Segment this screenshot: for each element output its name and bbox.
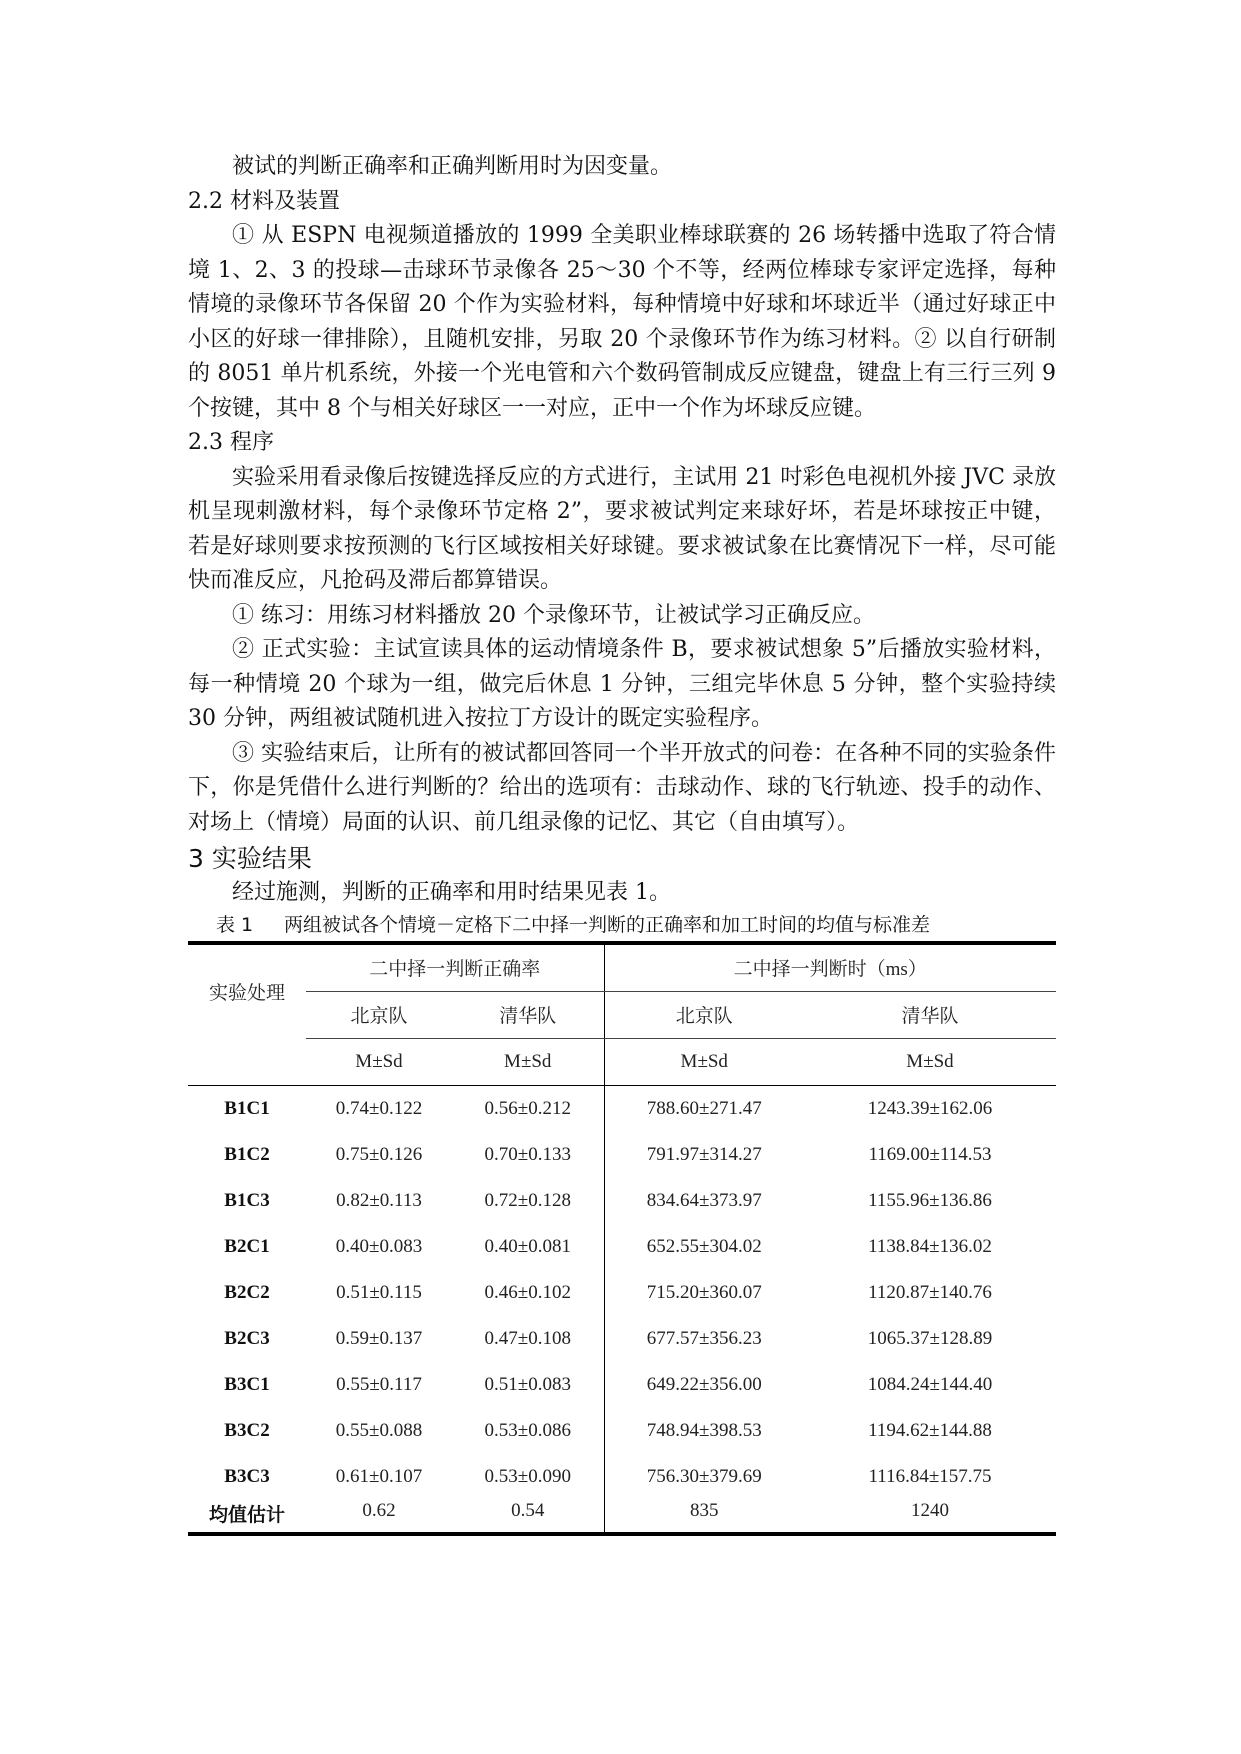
row-label: B1C2 bbox=[224, 1143, 270, 1165]
table-cell: 0.55±0.088 bbox=[335, 1419, 423, 1441]
table-cell: 677.57±356.23 bbox=[604, 1316, 804, 1362]
row-label: B2C1 bbox=[224, 1235, 270, 1257]
table-cell: 0.56±0.212 bbox=[484, 1097, 571, 1119]
table-row bbox=[188, 1316, 1056, 1362]
mean-row bbox=[188, 1500, 1056, 1534]
table-cell: 748.94±398.53 bbox=[604, 1408, 804, 1454]
time-group-header: 二中择一判断时（ms） bbox=[604, 943, 1056, 992]
results-table bbox=[188, 941, 1056, 1536]
table-cell: 0.53±0.086 bbox=[484, 1419, 571, 1441]
table-cell: 652.55±304.02 bbox=[604, 1224, 804, 1270]
stat-header: M±Sd bbox=[604, 1038, 804, 1085]
mean-cell: 0.54 bbox=[452, 1500, 604, 1534]
section-2-2-heading: 2.2 材料及装置 bbox=[188, 188, 340, 214]
row-label: B3C3 bbox=[224, 1465, 270, 1487]
table-caption bbox=[188, 911, 1056, 939]
table-cell: 715.20±360.07 bbox=[604, 1270, 804, 1316]
table-cell: 0.72±0.128 bbox=[484, 1189, 571, 1211]
table-cell: 1120.87±140.76 bbox=[868, 1281, 992, 1303]
table-cell: 1169.00±114.53 bbox=[868, 1143, 992, 1165]
row-header-cell: 实验处理 bbox=[188, 943, 306, 1039]
procedure-step-2: ② 正式实验：主试宣读具体的运动情境条件 B，要求被试想象 5”后播放实验材料，每一种情境 20 个球为一组，做完后休息 1 分钟，三组完毕休息 5 分钟，整个实验持续 30 分钟，两组被试随机进入按拉丁方设计的既定实验程序。 bbox=[188, 637, 1056, 731]
procedure-step-1: ① 练习：用练习材料播放 20 个录像环节，让被试学习正确反应。 bbox=[232, 602, 875, 628]
section-2-3-heading: 2.3 程序 bbox=[188, 430, 274, 455]
mean-cell: 1240 bbox=[804, 1500, 1056, 1534]
section-3-body: 经过施测，判断的正确率和用时结果见表 1。 bbox=[232, 880, 671, 905]
table-cell: 0.53±0.090 bbox=[484, 1465, 571, 1487]
accuracy-beijing-header: 北京队 bbox=[306, 991, 452, 1038]
table-cell: 1243.39±162.06 bbox=[867, 1097, 993, 1119]
row-label: B1C3 bbox=[224, 1189, 270, 1211]
document-page bbox=[188, 150, 1056, 1536]
table-cell: 0.51±0.115 bbox=[336, 1281, 422, 1303]
table-row bbox=[188, 1362, 1056, 1408]
table-row bbox=[188, 1270, 1056, 1316]
row-label: B2C3 bbox=[224, 1327, 270, 1349]
intro-paragraph: 被试的判断正确率和正确判断用时为因变量。 bbox=[232, 154, 673, 179]
procedure-step-3: ③ 实验结束后，让所有的被试都回答同一个半开放式的问卷：在各种不同的实验条件下，你是凭借什么进行判断的？给出的选项有：击球动作、球的飞行轨迹、投手的动作、对场上（情境）局面的认识、前几组录像的记忆、其它（自由填写）。 bbox=[188, 740, 1056, 835]
table-cell: 0.70±0.133 bbox=[484, 1143, 571, 1165]
row-label: B2C2 bbox=[224, 1281, 270, 1303]
table-cell: 756.30±379.69 bbox=[604, 1454, 804, 1500]
table-row bbox=[188, 1178, 1056, 1224]
table-cell: 791.97±314.27 bbox=[604, 1132, 804, 1178]
section-2-3-body: 实验采用看录像后按键选择反应的方式进行，主试用 21 吋彩色电视机外接 JVC 录放机呈现刺激材料，每个录像环节定格 2”，要求被试判定来球好坏，若是坏球按正中键，若是好球则要求按预测的飞行区域按相关好球键。要求被试象在比赛情况下一样，尽可能快而准反应，凡抢码及滞后都算错误。 bbox=[188, 464, 1056, 593]
stat-header: M±Sd bbox=[306, 1038, 452, 1085]
blank-header-cell bbox=[188, 1038, 306, 1085]
section-3-heading: 3 实验结果 bbox=[188, 844, 312, 873]
accuracy-group-header: 二中择一判断正确率 bbox=[306, 943, 604, 992]
time-beijing-header: 北京队 bbox=[604, 991, 804, 1038]
table-cell: 1116.84±157.75 bbox=[868, 1465, 992, 1487]
table-cell: 0.55±0.117 bbox=[336, 1373, 422, 1395]
mean-row-label: 均值估计 bbox=[188, 1500, 306, 1534]
table-cell: 788.60±271.47 bbox=[604, 1085, 804, 1132]
table-cell: 0.46±0.102 bbox=[484, 1281, 571, 1303]
table-row bbox=[188, 1085, 1056, 1132]
table-cell: 0.51±0.083 bbox=[484, 1373, 571, 1395]
table-cell: 0.74±0.122 bbox=[335, 1097, 423, 1119]
row-label: B3C1 bbox=[224, 1373, 270, 1395]
table-row bbox=[188, 1454, 1056, 1500]
table-cell: 0.75±0.126 bbox=[335, 1143, 423, 1165]
section-2-2-body: ① 从 ESPN 电视频道播放的 1999 全美职业棒球联赛的 26 场转播中选取了符合情境 1、2、3 的投球—击球环节录像各 25～30 个不等，经两位棒球专家评定选择，每种情境的录像环节各保留 20 个作为实验材料，每种情境中好球和坏球近半（通过好球正中小区的好球一律排除），且随机安排，另取 20 个录像环节作为练习材料。② 以自行研制的 8051 单片机系统，外接一个光电管和六个数码管制成反应键盘，键盘上有三行三列 9 个按键，其中 8 个与相关好球区一一对应，正中一个作为坏球反应键。 bbox=[188, 223, 1056, 421]
table-cell: 834.64±373.97 bbox=[604, 1178, 804, 1224]
mean-cell: 0.62 bbox=[306, 1500, 452, 1534]
table-cell: 0.82±0.113 bbox=[336, 1189, 422, 1211]
table-cell: 0.47±0.108 bbox=[484, 1327, 571, 1349]
table-cell: 0.40±0.081 bbox=[484, 1235, 571, 1257]
table-caption-number: 表 1 bbox=[216, 913, 254, 936]
table-cell: 0.40±0.083 bbox=[335, 1235, 423, 1257]
table-row bbox=[188, 1132, 1056, 1178]
table-row bbox=[188, 1408, 1056, 1454]
table-row bbox=[188, 1224, 1056, 1270]
stat-header: M±Sd bbox=[804, 1038, 1056, 1085]
row-label: B3C2 bbox=[224, 1419, 270, 1441]
table-cell: 1084.24±144.40 bbox=[867, 1373, 993, 1395]
mean-cell: 835 bbox=[604, 1500, 804, 1534]
table-cell: 1138.84±136.02 bbox=[868, 1235, 992, 1257]
time-qinghua-header: 清华队 bbox=[804, 991, 1056, 1038]
table-cell: 0.59±0.137 bbox=[335, 1327, 423, 1349]
stat-header: M±Sd bbox=[452, 1038, 604, 1085]
accuracy-qinghua-header: 清华队 bbox=[452, 991, 604, 1038]
row-label: B1C1 bbox=[224, 1097, 270, 1119]
table-cell: 0.61±0.107 bbox=[335, 1465, 423, 1487]
table-cell: 1155.96±136.86 bbox=[868, 1189, 992, 1211]
table-cell: 649.22±356.00 bbox=[604, 1362, 804, 1408]
table-caption-text: 两组被试各个情境－定格下二中择一判断的正确率和加工时间的均值与标准差 bbox=[284, 913, 931, 936]
table-cell: 1194.62±144.88 bbox=[868, 1419, 992, 1441]
table-cell: 1065.37±128.89 bbox=[867, 1327, 993, 1349]
